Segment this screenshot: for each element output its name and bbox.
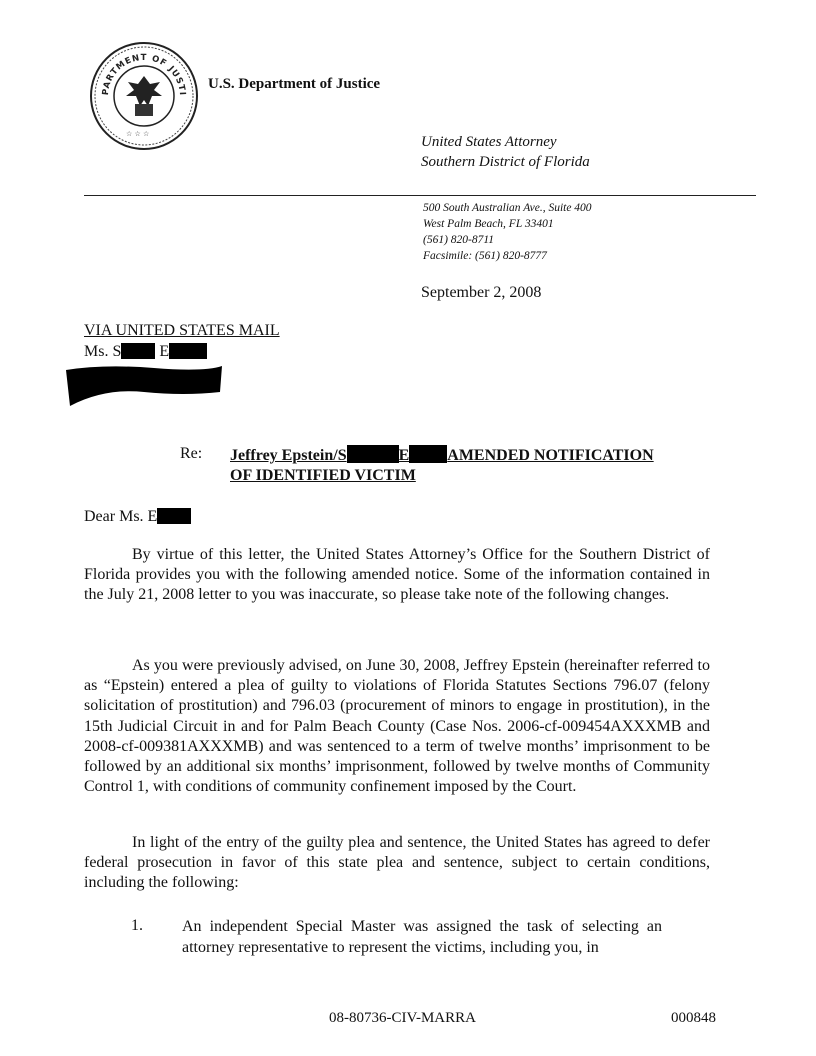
svg-text:☆ ☆ ☆: ☆ ☆ ☆ <box>126 130 150 138</box>
recipient-initial: E <box>159 343 170 360</box>
redaction-bar <box>169 343 207 359</box>
subject-part-2: E <box>398 447 410 464</box>
svg-text:DEPARTMENT OF JUSTICE: PARTMENT OF JUSTI <box>100 52 188 97</box>
subject-line <box>230 445 654 486</box>
department-name: U.S. Department of Justice <box>208 76 381 92</box>
case-number: 08-80736-CIV-MARRA <box>329 1010 476 1026</box>
subject-label: Re: <box>180 445 203 462</box>
salutation <box>84 508 191 526</box>
redaction-bar <box>121 343 155 359</box>
phone-number: (561) 820-8711 <box>423 234 495 246</box>
address-redaction <box>64 362 224 408</box>
address-block <box>423 200 592 264</box>
office-district: Southern District of Florida <box>421 154 590 170</box>
fax-number: Facsimile: (561) 820-8777 <box>423 250 547 262</box>
list-item: An independent Special Master was assigned the task of selecting an attorney representative to represent the victims, including you, in <box>182 918 662 956</box>
subject-part-1: Jeffrey Epstein/S <box>230 447 347 464</box>
address-city: West Palm Beach, FL 33401 <box>423 218 554 230</box>
salutation-text: Dear Ms. E <box>84 508 158 525</box>
recipient-prefix: Ms. S <box>84 343 122 360</box>
subject-line-2: OF IDENTIFIED VICTIM <box>230 467 416 484</box>
redaction-bar <box>157 508 191 524</box>
redaction-bar <box>347 445 399 463</box>
page-id: 000848 <box>671 1010 716 1026</box>
office-block <box>421 132 590 172</box>
office-title: United States Attorney <box>421 134 557 150</box>
letterhead-divider <box>84 195 756 196</box>
delivery-method: VIA UNITED STATES MAIL <box>84 322 280 339</box>
letter-date: September 2, 2008 <box>421 284 542 301</box>
recipient-name <box>84 343 207 361</box>
paragraph-intro: By virtue of this letter, the United States Attorney’s Office for the Southern District of Florida provides you with the following amended notice. Some of the information contained in the July 21, 2008 letter to you was inaccurate, so please take note of the following changes. <box>84 546 710 604</box>
paragraph-conditions: In light of the entry of the guilty plea and sentence, the United States has agreed to defer federal prosecution in favor of this state plea and sentence, subject to certain conditions, including the following: <box>84 834 710 892</box>
subject-part-3: AMENDED NOTIFICATION <box>447 447 654 464</box>
redaction-bar <box>409 445 447 463</box>
doj-seal <box>88 40 200 152</box>
address-street: 500 South Australian Ave., Suite 400 <box>423 202 592 214</box>
list-number: 1. <box>131 917 143 934</box>
paragraph-plea: As you were previously advised, on June 30, 2008, Jeffrey Epstein (hereinafter referred to as “Epstein) entered a plea of guilty to violations of Florida Statutes Sections 796.07 (felony solicitation of prostitution) and 796.03 (procurement of minors to engage in prostitution), in the 15th Judicial Circuit in and for Palm Beach County (Case Nos. 2006-cf-009454AXXXMB and 2008-cf-009381AXXXMB) and was sentenced to a term of twelve months’ imprisonment to be followed by an additional six months’ imprisonment, followed by twelve months of Community Control 1, with conditions of community confinement imposed by the Court. <box>84 657 710 796</box>
